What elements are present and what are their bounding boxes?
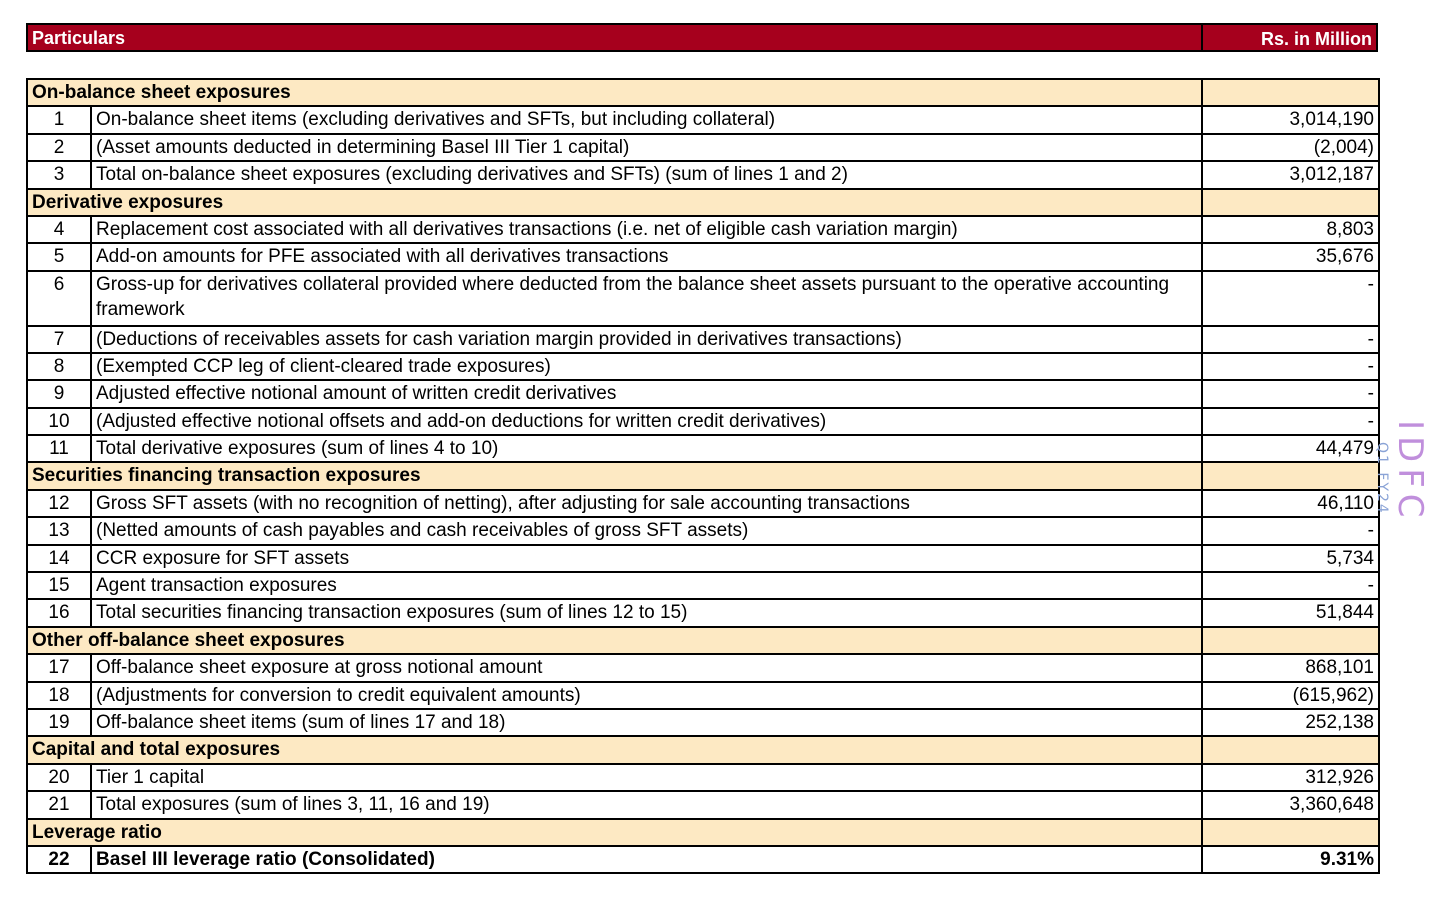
row-number: 2 xyxy=(27,134,91,161)
row-amount: - xyxy=(1202,408,1379,435)
table-row xyxy=(27,216,1379,243)
row-amount: (2,004) xyxy=(1202,134,1379,161)
row-description: Basel III leverage ratio (Consolidated) xyxy=(91,846,1202,873)
table-row xyxy=(27,517,1379,544)
section-header-row xyxy=(27,189,1379,216)
row-amount: 3,012,187 xyxy=(1202,161,1379,188)
row-number: 7 xyxy=(27,326,91,353)
row-number: 21 xyxy=(27,791,91,818)
row-amount: - xyxy=(1202,572,1379,599)
unit-header: Rs. in Million xyxy=(1261,29,1372,49)
watermark-period: Q1 FY24 xyxy=(1374,442,1390,515)
row-amount: (615,962) xyxy=(1202,682,1379,709)
section-label: Capital and total exposures xyxy=(27,736,1202,763)
row-number: 14 xyxy=(27,545,91,572)
row-amount: 51,844 xyxy=(1202,599,1379,626)
row-amount: 868,101 xyxy=(1202,654,1379,681)
row-description: Total exposures (sum of lines 3, 11, 16 and 19) xyxy=(91,791,1202,818)
section-header-row xyxy=(27,736,1379,763)
section-value-cell xyxy=(1202,189,1379,216)
row-description: CCR exposure for SFT assets xyxy=(91,545,1202,572)
table-row xyxy=(27,134,1379,161)
row-amount: - xyxy=(1202,326,1379,353)
table-header-bar xyxy=(26,23,1378,52)
section-value-cell xyxy=(1202,819,1379,846)
row-number: 22 xyxy=(27,846,91,873)
idfc-watermark xyxy=(1374,420,1430,524)
section-label: Leverage ratio xyxy=(27,819,1202,846)
row-description: Replacement cost associated with all derivatives transactions (i.e. net of eligible cash variation margin) xyxy=(91,216,1202,243)
row-description: (Deductions of receivables assets for cash variation margin provided in derivatives transactions) xyxy=(91,326,1202,353)
section-label: Other off-balance sheet exposures xyxy=(27,627,1202,654)
table-row xyxy=(27,791,1379,818)
table-row xyxy=(27,682,1379,709)
row-description: Gross-up for derivatives collateral provided where deducted from the balance sheet assets pursuant to the operative accounting framework xyxy=(91,271,1202,326)
row-description: Add-on amounts for PFE associated with all derivatives transactions xyxy=(91,243,1202,270)
table-row xyxy=(27,572,1379,599)
row-description: (Adjustments for conversion to credit equivalent amounts) xyxy=(91,682,1202,709)
table-row xyxy=(27,709,1379,736)
row-number: 9 xyxy=(27,380,91,407)
row-number: 16 xyxy=(27,599,91,626)
row-description: (Exempted CCP leg of client-cleared trade exposures) xyxy=(91,353,1202,380)
row-description: Adjusted effective notional amount of written credit derivatives xyxy=(91,380,1202,407)
row-description: On-balance sheet items (excluding derivatives and SFTs, but including collateral) xyxy=(91,106,1202,133)
row-number: 15 xyxy=(27,572,91,599)
particulars-header: Particulars xyxy=(32,28,126,48)
section-label: On-balance sheet exposures xyxy=(27,79,1202,106)
row-amount: 5,734 xyxy=(1202,545,1379,572)
row-amount: 3,360,648 xyxy=(1202,791,1379,818)
row-number: 13 xyxy=(27,517,91,544)
row-number: 19 xyxy=(27,709,91,736)
section-header-row xyxy=(27,462,1379,489)
row-amount: 252,138 xyxy=(1202,709,1379,736)
row-number: 18 xyxy=(27,682,91,709)
row-description: Agent transaction exposures xyxy=(91,572,1202,599)
table-row xyxy=(27,353,1379,380)
row-amount: 8,803 xyxy=(1202,216,1379,243)
section-value-cell xyxy=(1202,462,1379,489)
row-description: Total on-balance sheet exposures (excluding derivatives and SFTs) (sum of lines 1 and 2) xyxy=(91,161,1202,188)
row-description: Tier 1 capital xyxy=(91,764,1202,791)
section-header-row xyxy=(27,819,1379,846)
row-description: Gross SFT assets (with no recognition of netting), after adjusting for sale accounting transactions xyxy=(91,490,1202,517)
row-amount: 3,014,190 xyxy=(1202,106,1379,133)
row-number: 20 xyxy=(27,764,91,791)
row-description: (Adjusted effective notional offsets and add-on deductions for written credit derivatives) xyxy=(91,408,1202,435)
row-number: 8 xyxy=(27,353,91,380)
row-number: 5 xyxy=(27,243,91,270)
table-row xyxy=(27,326,1379,353)
table-row xyxy=(27,380,1379,407)
section-value-cell xyxy=(1202,736,1379,763)
table-row xyxy=(27,846,1379,873)
row-number: 1 xyxy=(27,106,91,133)
row-amount: - xyxy=(1202,517,1379,544)
row-amount: - xyxy=(1202,271,1379,326)
row-number: 4 xyxy=(27,216,91,243)
row-number: 6 xyxy=(27,271,91,326)
section-label: Securities financing transaction exposures xyxy=(27,462,1202,489)
table-row xyxy=(27,435,1379,462)
row-number: 10 xyxy=(27,408,91,435)
row-description: (Asset amounts deducted in determining Basel III Tier 1 capital) xyxy=(91,134,1202,161)
section-value-cell xyxy=(1202,79,1379,106)
leverage-ratio-table xyxy=(26,78,1380,874)
section-label: Derivative exposures xyxy=(27,189,1202,216)
table-row xyxy=(27,599,1379,626)
header-divider xyxy=(1201,25,1203,50)
row-amount: 9.31% xyxy=(1202,846,1379,873)
row-number: 3 xyxy=(27,161,91,188)
row-amount: 35,676 xyxy=(1202,243,1379,270)
table-row xyxy=(27,764,1379,791)
row-number: 12 xyxy=(27,490,91,517)
row-description: Off-balance sheet items (sum of lines 17 and 18) xyxy=(91,709,1202,736)
row-amount: - xyxy=(1202,380,1379,407)
table-row xyxy=(27,654,1379,681)
table-row xyxy=(27,408,1379,435)
table-row xyxy=(27,545,1379,572)
row-amount: 46,110 xyxy=(1202,490,1379,517)
table-row xyxy=(27,243,1379,270)
table-row xyxy=(27,106,1379,133)
row-description: (Netted amounts of cash payables and cash receivables of gross SFT assets) xyxy=(91,517,1202,544)
row-description: Total securities financing transaction exposures (sum of lines 12 to 15) xyxy=(91,599,1202,626)
watermark-brand: IDFC xyxy=(1390,420,1430,524)
row-number: 17 xyxy=(27,654,91,681)
row-amount: 44,479 xyxy=(1202,435,1379,462)
table-row xyxy=(27,271,1379,326)
table-row xyxy=(27,161,1379,188)
section-value-cell xyxy=(1202,627,1379,654)
table-row xyxy=(27,490,1379,517)
section-header-row xyxy=(27,79,1379,106)
row-description: Off-balance sheet exposure at gross notional amount xyxy=(91,654,1202,681)
row-description: Total derivative exposures (sum of lines 4 to 10) xyxy=(91,435,1202,462)
row-amount: 312,926 xyxy=(1202,764,1379,791)
row-amount: - xyxy=(1202,353,1379,380)
row-number: 11 xyxy=(27,435,91,462)
section-header-row xyxy=(27,627,1379,654)
